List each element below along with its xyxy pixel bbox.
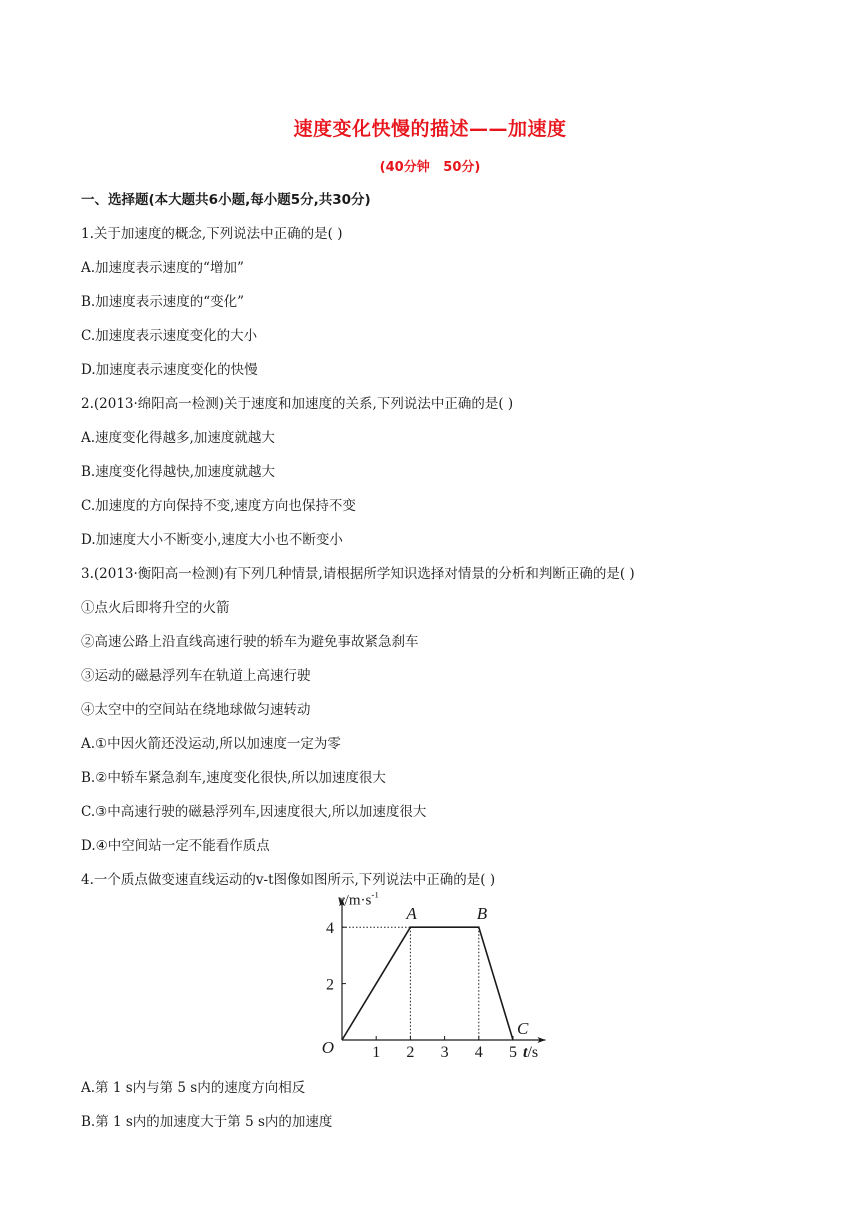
x-tick-label: 5 — [509, 1044, 517, 1061]
velocity-line — [342, 927, 513, 1040]
graph-marks — [342, 904, 529, 1040]
question-2-stem: 2.(2013·绵阳高一检测)关于速度和加速度的关系,下列说法中正确的是( ) — [81, 396, 514, 412]
question-4-stem: 4.一个质点做变速直线运动的v-t图像如图所示,下列说法中正确的是( ) — [81, 872, 496, 888]
vt-graph — [318, 892, 558, 1064]
question-1-option-b: B.加速度表示速度的“变化” — [81, 294, 245, 310]
point-label-b: B — [476, 904, 488, 924]
y-axis-label: $v/m\cdot s^{-1}$ — [338, 892, 379, 909]
question-1-stem: 1.关于加速度的概念,下列说法中正确的是( ) — [81, 226, 343, 242]
x-tick-label: 1 — [372, 1044, 381, 1061]
y-tick-label: 4 — [326, 920, 334, 938]
document-title: 速度变化快慢的描述——加速度 — [293, 118, 567, 140]
question-3-scenario-2: ②高速公路上沿直线高速行驶的轿车为避免事故紧急刹车 — [81, 634, 419, 650]
question-1-option-a: A.加速度表示速度的“增加” — [81, 260, 244, 276]
question-3-scenario-1: ①点火后即将升空的火箭 — [81, 600, 230, 616]
question-3-option-d: D.④中空间站一定不能看作质点 — [81, 838, 270, 854]
question-2-option-a: A.速度变化得越多,加速度就越大 — [81, 430, 275, 446]
question-2-option-c: C.加速度的方向保持不变,速度方向也保持不变 — [81, 498, 356, 514]
question-1-option-d: D.加速度表示速度变化的快慢 — [81, 362, 258, 378]
question-4-option-a: A.第 1 s内与第 5 s内的速度方向相反 — [81, 1080, 306, 1096]
question-3-stem: 3.(2013·衡阳高一检测)有下列几种情景,请根据所学知识选择对情景的分析和判断正确的是( ) — [81, 566, 635, 582]
point-label-a: A — [406, 904, 417, 924]
question-2-option-b: B.速度变化得越快,加速度就越大 — [81, 464, 276, 480]
question-3-scenario-3: ③运动的磁悬浮列车在轨道上高速行驶 — [81, 668, 311, 684]
document-subtitle: (40分钟 50分) — [379, 160, 481, 175]
x-axis-label: t/s — [523, 1044, 539, 1061]
y-tick-label: 2 — [326, 976, 334, 994]
question-2-option-d: D.加速度大小不断变小,速度大小也不断变小 — [81, 532, 343, 548]
question-1-option-c: C.加速度表示速度变化的大小 — [81, 328, 258, 344]
point-label-c: C — [517, 1019, 529, 1038]
section-heading: 一、选择题(本大题共6小题,每小题5分,共30分) — [81, 192, 371, 208]
question-3-scenario-4: ④太空中的空间站在绕地球做匀速转动 — [81, 702, 311, 718]
question-4-option-b: B.第 1 s内的加速度大于第 5 s内的加速度 — [81, 1114, 333, 1130]
x-tick-label: 2 — [406, 1044, 415, 1061]
x-tick-label: 3 — [440, 1044, 449, 1061]
question-3-option-a: A.①中因火箭还没运动,所以加速度一定为零 — [81, 736, 341, 752]
question-3-option-c: C.③中高速行驶的磁悬浮列车,因速度很大,所以加速度很大 — [81, 804, 427, 820]
x-tick-label: 4 — [474, 1044, 483, 1061]
question-3-option-b: B.②中轿车紧急刹车,速度变化很快,所以加速度很大 — [81, 770, 386, 786]
origin-label: O — [321, 1038, 334, 1057]
